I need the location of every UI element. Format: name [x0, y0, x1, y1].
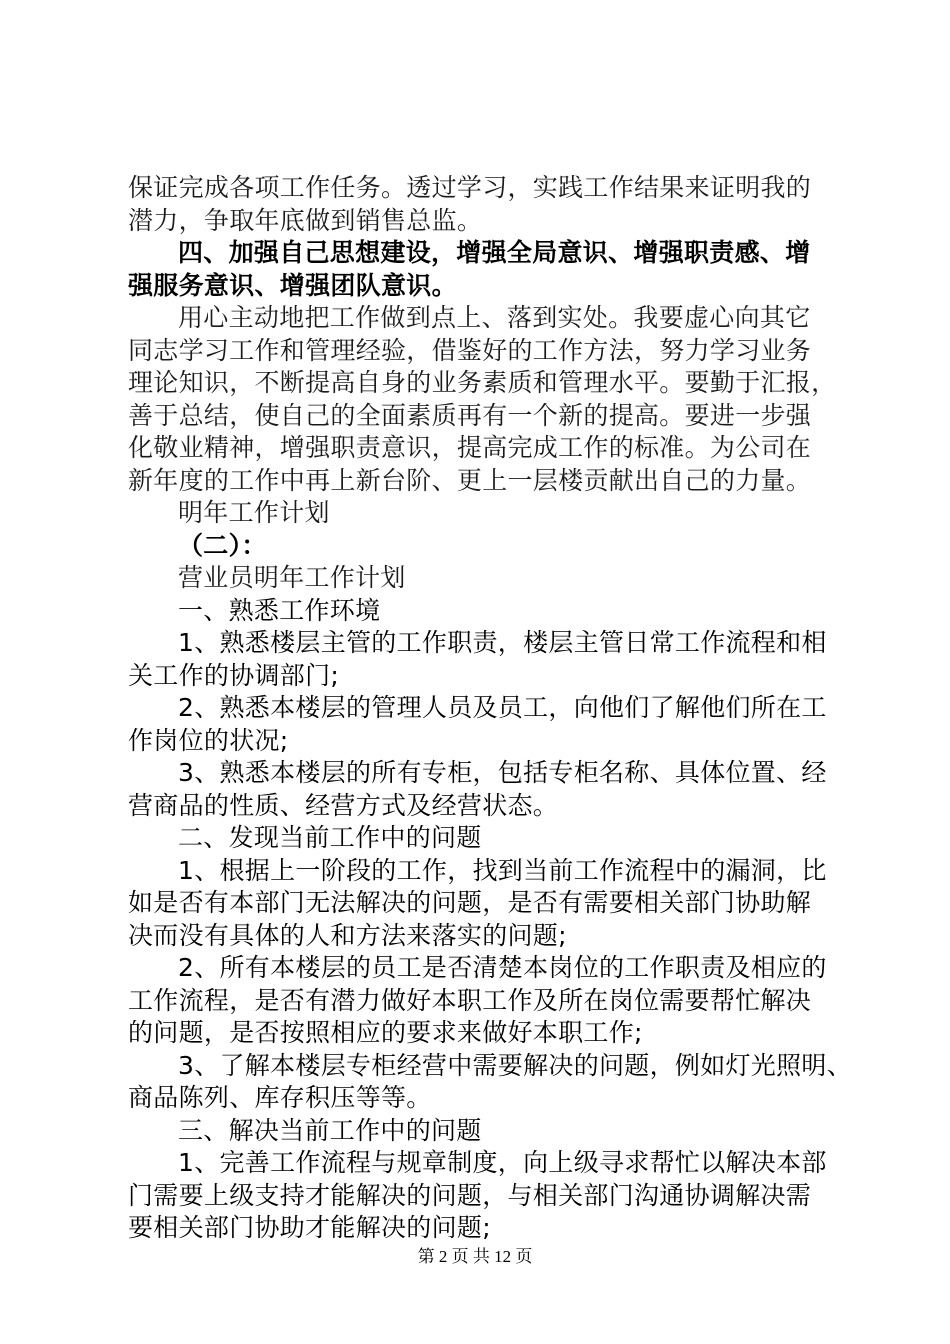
paragraph-line: 3、了解本楼层专柜经营中需要解决的问题，例如灯光照明、 — [178, 1050, 853, 1080]
document-subtitle: （二）： — [178, 530, 267, 560]
paragraph-line: 同志学习工作和管理经验，借鉴好的工作方法，努力学习业务 — [128, 335, 812, 365]
paragraph-line: 1、熟悉楼层主管的工作职责，楼层主管日常工作流程和相 — [178, 628, 827, 657]
section-heading: 强服务意识、增强团队意识。 — [128, 270, 457, 300]
section-heading: 三、解决当前工作中的问题 — [178, 1115, 482, 1145]
paragraph-line: 善于总结，使自己的全面素质再有一个新的提高。要进一步强 — [128, 400, 812, 430]
paragraph-line: 1、完善工作流程与规章制度，向上级寻求帮忙以解决本部 — [178, 1148, 827, 1177]
paragraph-line: 用心主动地把工作做到点上、落到实处。我要虚心向其它 — [178, 303, 811, 332]
paragraph-line: 保证完成各项工作任务。透过学习，实践工作结果来证明我的 — [128, 173, 812, 202]
document-title: 营业员明年工作计划 — [178, 563, 406, 592]
paragraph-line: 潜力，争取年底做到销售总监。 — [128, 205, 483, 235]
document-body — [128, 172, 853, 1245]
paragraph-line: 化敬业精神，增强职责意识，提高完成工作的标准。为公司在 — [128, 433, 812, 462]
paragraph-line: 3、熟悉本楼层的所有专柜，包括专柜名称、具体位置、经 — [178, 758, 827, 787]
paragraph-line: 2、熟悉本楼层的管理人员及员工，向他们了解他们所在工 — [178, 693, 827, 722]
paragraph-line: 的问题，是否按照相应的要求来做好本职工作; — [128, 1018, 643, 1047]
section-heading: 二、发现当前工作中的问题 — [178, 823, 482, 852]
paragraph-line: 商品陈列、库存积压等等。 — [128, 1083, 432, 1112]
page-number-footer: 第 2 页 共 12 页 — [417, 1247, 533, 1266]
paragraph-line: 理论知识，不断提高自身的业务素质和管理水平。要勤于汇报， — [128, 368, 837, 397]
paragraph-line: 新年度的工作中再上新台阶、更上一层楼贡献出自己的力量。 — [128, 465, 812, 495]
paragraph-line: 1、根据上一阶段的工作，找到当前工作流程中的漏洞，比 — [178, 855, 827, 885]
paragraph-line: 关工作的协调部门; — [128, 660, 340, 690]
paragraph-line: 营商品的性质、经营方式及经营状态。 — [128, 790, 559, 820]
paragraph-line: 要相关部门协助才能解决的问题; — [128, 1213, 491, 1242]
paragraph-line: 2、所有本楼层的员工是否清楚本岗位的工作职责及相应的 — [178, 953, 827, 982]
section-heading: 四、加强自己思想建设，增强全局意识、增强职责感、增 — [178, 238, 811, 267]
paragraph-line: 门需要上级支持才能解决的问题，与相关部门沟通协调解决需 — [128, 1180, 812, 1210]
paragraph-line: 如是否有本部门无法解决的问题，是否有需要相关部门协助解 — [128, 888, 812, 917]
paragraph-line: 工作流程，是否有潜力做好本职工作及所在岗位需要帮忙解决 — [128, 985, 812, 1015]
paragraph-line: 决而没有具体的人和方法来落实的问题; — [128, 920, 567, 950]
section-heading: 一、熟悉工作环境 — [178, 595, 381, 625]
paragraph-line: 作岗位的状况; — [128, 725, 289, 755]
document-title: 明年工作计划 — [178, 498, 330, 527]
